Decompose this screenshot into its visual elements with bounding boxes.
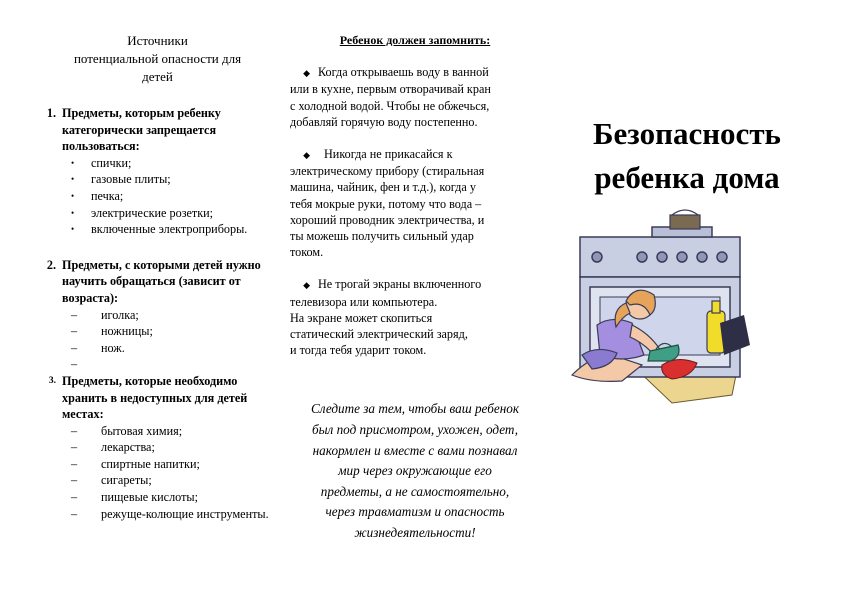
section-2-heading (40, 257, 275, 307)
list-item: – (71, 357, 78, 372)
diamond-bullet-icon: ◆ (303, 68, 310, 79)
list-item: – иголка; (71, 307, 139, 322)
section-2 (40, 257, 275, 373)
diamond-bullet-icon: ◆ (303, 150, 310, 161)
hazards-title (40, 32, 275, 86)
page-title: Безопасность ребенка дома (593, 116, 781, 195)
list-item: – сигареты; (71, 473, 152, 488)
paragraph-water: ◆ Когда открываешь воду в ванной или в кухне, первым отворачивай кран с холодной водой. Чтобы не обжечься, добавляй горячую воду постепенно. (290, 65, 491, 129)
list-item: – режуще-колющие инструменты. (71, 506, 269, 521)
list-item: • газовые плиты; (71, 172, 171, 187)
remember-column (290, 0, 540, 544)
section-3-heading (40, 373, 275, 423)
list-item: – бытовая химия; (71, 423, 183, 438)
section-2-list (40, 307, 275, 373)
section-3-heading-text: Предметы, которые необходимо хранить в недоступных для детей местах: (62, 373, 248, 422)
hazards-column (40, 0, 275, 522)
remember-title: Ребенок должен запомнить: (339, 33, 491, 47)
girl-ironing-illustration (552, 205, 822, 410)
section-2-heading-text: Предметы, с которыми детей нужно научить обращаться (зависит от возраста): (62, 257, 261, 305)
list-item: – лекарства; (71, 440, 155, 455)
list-item: • электрические розетки; (71, 205, 214, 220)
pot (670, 210, 700, 229)
list-item: • включенные электроприборы. (71, 222, 248, 237)
section-2-number: 2. (46, 257, 56, 272)
section-1-heading-text: Предметы, которым ребенку категорически запрещается пользоваться: (62, 106, 221, 154)
list-item: – спиртные напитки; (71, 456, 200, 471)
list-item: – нож. (71, 340, 125, 355)
section-1 (40, 105, 275, 238)
section-1-heading (40, 105, 275, 155)
paragraph-electric: ◆ Никогда не прикасайся к электрическому прибору (стиральная машина, чайник, фен и т.д.), когда у тебя мокрые руки, потому что вода – хороший проводник электричества, и ты можешь получить сильный удар током. (290, 147, 485, 260)
paragraph-screens: ◆ Не трогай экраны включенного телевизора или компьютера. На экране может скопиться статический электрический заряд, и тогда тебя ударит током. (290, 277, 482, 358)
section-3 (40, 373, 275, 522)
list-item: • печка; (71, 188, 124, 203)
list-item: • спички; (71, 155, 132, 170)
parent-advice: Следите за тем, чтобы ваш ребенок был под присмотром, ухожен, одет, накормлен и вместе с вами познавал мир через окружающие его предметы, а не самостоятельно, через травматизм и опасность жизнедеятельности! (310, 401, 520, 541)
section-1-number: 1. (46, 106, 56, 120)
list-item: – ножницы; (71, 324, 153, 339)
section-3-number: 3. (48, 375, 56, 386)
diamond-bullet-icon: ◆ (303, 280, 310, 291)
cover-column (552, 0, 822, 200)
section-3-list (40, 423, 275, 523)
hazards-title-text: Источники потенциальной опасности для детей (73, 33, 242, 84)
list-item: – пищевые кислоты; (71, 490, 199, 505)
section-1-list (40, 155, 275, 238)
